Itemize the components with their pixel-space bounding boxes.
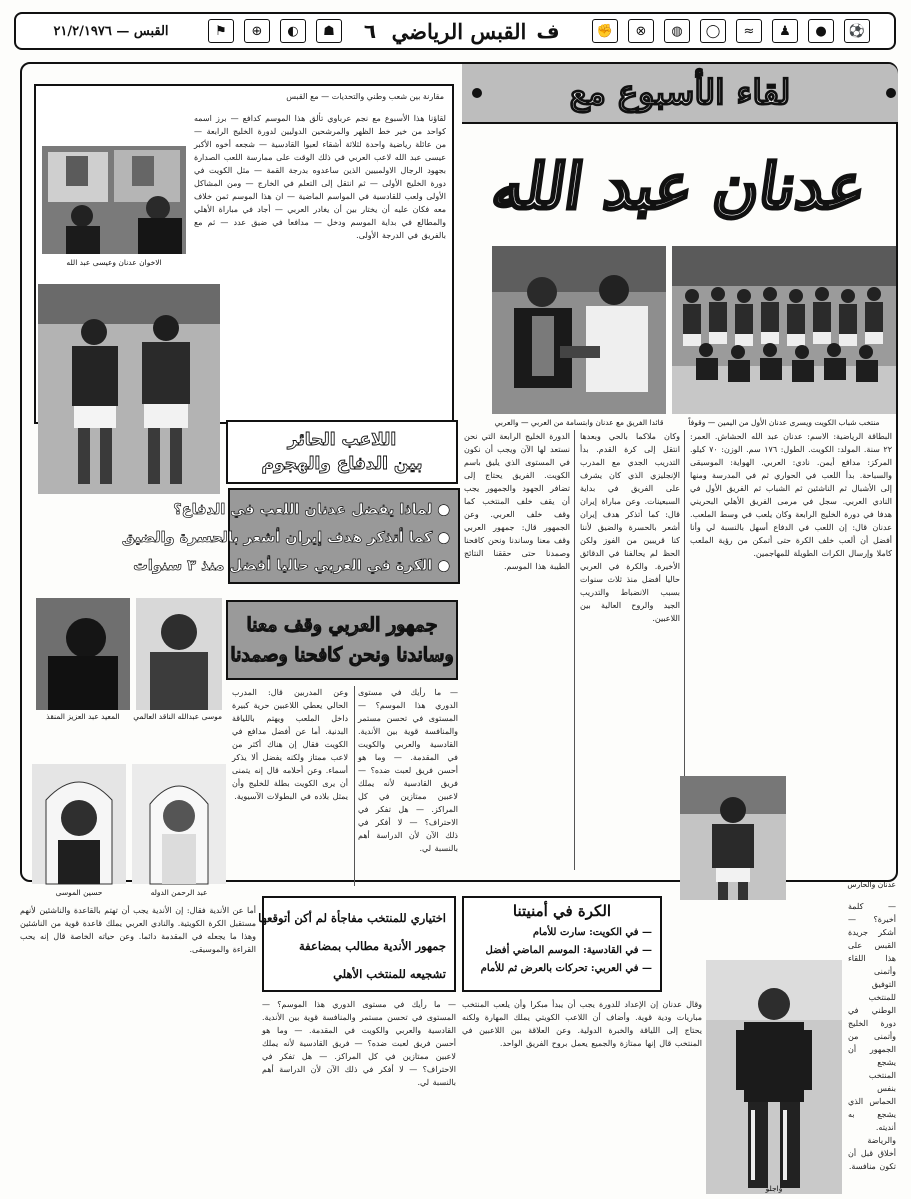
intro-caption: مقارنة بين شعب وطني والتحديات — مع القبس [286, 92, 444, 101]
flag-icon: ⚑ [208, 19, 234, 43]
position-line-1: اللاعب الحائر [287, 430, 397, 450]
photo-handshake-image [492, 246, 666, 414]
selection-box [258, 896, 456, 992]
player-name: عدنان عبد الله [487, 149, 871, 223]
football-icon: ⚽ [844, 19, 870, 43]
running-icon: ♟ [772, 19, 798, 43]
fans-quote-box [226, 600, 458, 680]
weights-icon: ⊕ [244, 19, 270, 43]
photo-musa [136, 598, 222, 710]
sport-icons-left [196, 19, 356, 43]
caption-munqith: المعيد عبد العزيز المنقذ [46, 712, 120, 721]
runner-icon: ☗ [316, 19, 342, 43]
question-2: ● كما أتذكر هدف إيران أشعر بالحسرة والضيق [121, 530, 450, 546]
photo-dawla [132, 764, 226, 884]
photo-dawla-image [132, 764, 226, 884]
photo-goalkeeper-image [706, 960, 842, 1194]
basketball-icon: ● [808, 19, 834, 43]
feature-title-banner [462, 64, 898, 124]
photo-players-image [38, 284, 220, 494]
photo-coach [680, 776, 786, 900]
photo-munqith [36, 598, 130, 710]
banner-dot-left [472, 88, 482, 98]
photo-musa-image [136, 598, 222, 710]
caption-team: منتخب شباب الكويت ويسرى عدنان الأول من اليمين — وقوفاً [688, 418, 880, 427]
article-column-5: — ما رأيك في مستوى الدوري هذا الموسم؟ — المستوى في تحسن مستمر والمنافسة قوية بين الأندية. القادسية والعربي والكويت في المقدمة. — وما هو أحسن فريق لعبت ضده؟ — فريق القادسية لأنه يملك لاعبين ممتازين في كل المراكز. — هل تفكر في الاحتراف؟ — لا أفكر في ذلك الآن لأن الدراسة أهم بالنسبة لي. [358, 688, 458, 853]
quote-line-2: وساندنا ونحن كافحنا وصمدنا [230, 644, 454, 666]
article-column-9: — ما رأيك في مستوى الدوري هذا الموسم؟ — المستوى في تحسن مستمر والمنافسة قوية بين الأندية. القادسية والعربي والكويت في المقدمة. — وما هو أحسن فريق لعبت ضده؟ — فريق القادسية لأنه يملك لاعبين ممتازين في كل المراكز. — هل تفكر في الاحتراف؟ — لا أفكر في ذلك الآن لأن الدراسة أهم بالنسبة لي. [262, 1000, 456, 1087]
column-rule [574, 430, 575, 870]
ball-wish-line-1: — في الكويت: سارت للأمام [532, 927, 652, 938]
photo-mousa [32, 764, 126, 884]
ball-wish-line-3: — في العربي: تحركات بالعرض ثم للأمام [480, 963, 652, 974]
caption-musa: موسى عبدالله الناقد العالمي [133, 712, 222, 721]
photo-mousa-image [32, 764, 126, 884]
cycling-icon: ⊗ [628, 19, 654, 43]
photo-players [38, 284, 220, 494]
ball-icon: ◐ [280, 19, 306, 43]
column-rule [354, 686, 355, 886]
ball-wish-box [462, 896, 662, 992]
article-column-3: الدورة الخليج الرابعة التي نحن نستعد لها الآن ويجب أن نكون في المستوى الذي يليق باسم الكويت. الفريق يحتاج إلى تضافر الجهود والجمهور يجب أن يقف خلف المنتخب كما وقف خلف العربي. وعن الجمهور قال: جمهور العربي وقف معنا وساندنا ونحن كافحنا وصمدنا حتى حققنا النتائج الطيبة هذا الموسم. [464, 432, 570, 571]
photo-team-image [672, 246, 896, 414]
selection-line-2: جمهور الأندية مطالب بمضاعفة [299, 939, 446, 953]
swimming-icon: ≈ [736, 19, 762, 43]
article-column-4: وعن المدربين قال: المدرب الحالي يعطي اللاعبين حرية كبيرة داخل الملعب ويهتم باللياقة البدنية. أما عن أفضل مدافع في الكويت فقال إن هناك أكثر من لاعب ممتاز ولكنه يفضل ألا يذكر أسماء. وعن أحلامه قال إنه يتمنى أن يرى الكويت بطلة للخليج وأن يمثل بلاده في البطولات الآسيوية. [232, 688, 348, 801]
selection-line-1: اختياري للمنتخب مفاجأة لم أكن أتوقعها [258, 911, 446, 925]
question-3: ● الكرة في العربي حاليا أفضل منذ ٣ سنوات [133, 558, 450, 574]
question-1: ● لماذا يفضل عدنان اللعب في الدفاع؟ [173, 502, 450, 518]
intro-text: لقاؤنا هذا الأسبوع مع نجم عرباوي تألق هذا الموسم كدافع — برز اسمه كواحد من خير خط الظهر والمرشحين الدوليين لدورة الخليج الرابعة — من عائلة رياضية واحدة لثلاثة أشقاء لعبوا القادسية — شجعه أخوه الأكبر عيسى عبد الله لاعب العربي في ذلك الوقت على ممارسة اللعب الصدارة بجهود الرجال الاولمبيين الذين ساعدوه بدرجة القمة — مثل الكويت في دورة الخليج الأولى — ثم انتقل إلى التعلم في الخارج — ومن المشاكل الأولى ولعب للقادسية في المواسم الماضية — ان هذا الموسم ثمن خلاف معه فكان عليه أن يختار بين أن يغادر العربي — أجاد في مباراة الأهلي والمطالع في بداية الموسم ودخل — مدافعا في ضيق عدد — ثم مع بالفريق في الدرجة الأولى. [194, 114, 446, 240]
photo-munqith-image [36, 598, 130, 710]
selection-line-3: تشجيعه للمنتخب الأهلي [333, 967, 446, 981]
photo-coach-image [680, 776, 786, 900]
boxing-icon: ✊ [592, 19, 618, 43]
section-title: القبس الرياضي [391, 18, 527, 44]
article-column-7: وقال عدنان إن الإعداد للدورة يجب أن يبدأ مبكرا وأن يلعب المنتخب مباريات ودية قوية. وأضاف أن اللاعب الكويتي يملك المهارة ولكنه يحتاج إلى اللياقة والخبرة الدولية. وعن العلاقة بين اللاعبين في المنتخب قال إنها ممتازة والجميع يعمل بروح الفريق الواحد. [462, 1000, 702, 1048]
ball-wish-heading: الكرة في أمنيتنا [512, 902, 612, 920]
caption-dawla: عبد الرحمن الدوله [150, 888, 208, 897]
photo-team [672, 246, 896, 414]
photo-handshake [492, 246, 666, 414]
quote-line-1: جمهور العربي وقف معنا [246, 614, 438, 636]
caption-mousa: حسين الموسى [55, 888, 103, 897]
caption-goalkeeper: واجلو [765, 1184, 783, 1193]
photo-colleagues [42, 146, 186, 254]
ball-wish-line-2: — في القادسية: الموسم الماضي أفضل [485, 945, 652, 956]
banner-dot-right [886, 88, 896, 98]
article-column-2: وكان ملاكما بالحي وبعدها انتقل إلى كرة القدم. بدأ التدريب الجدي مع المدرب الإنجليزي الذي كان يشرف على الفريق في بداية السبعينات. وعن مباراة إيران قال: كما أتذكر هدف إيران أشعر بالحسرة والضيق لأننا كنا قريبين من الفوز ولكن الحظ لم يحالفنا في الدقائق الأخيرة. والكرة في العربي حاليا أفضل منذ ثلاث سنوات بسبب الانضباط والتدريب الجيد والروح العالية بين اللاعبين. [580, 432, 680, 623]
question-highlights [121, 488, 460, 584]
logo-mark: ف [536, 19, 560, 43]
article-column-8: أما عن الأندية فقال: إن الأندية يجب أن تهتم بالقاعدة والناشئين لأنهم مستقبل الكرة الكويتية. والنادي العربي يملك قاعدة قوية من الناشئين وهذا ما يجعله في المقدمة دائما. وعن حياته الخاصة قال إنه يحب القراءة والموسيقى. [20, 906, 256, 954]
issue-date: القبس — ٢١/٢/١٩٧٦ [53, 23, 169, 39]
caption-handshake: قائدا الفريق مع عدنان وابتسامة من العربي — والعربي [494, 418, 664, 427]
position-line-2: بين الدفاع والهجوم [261, 454, 423, 474]
caption-coach: عدنان والحارس [847, 880, 896, 889]
column-rule [684, 430, 685, 776]
position-banner [226, 420, 458, 484]
article-column-6: — كلمة أخيرة؟ — أشكر جريدة القبس على هذا اللقاء وأتمنى التوفيق للمنتخب الوطني في دورة الخليج وأتمنى من الجمهور أن يشجع المنتخب بنفس الحماس الذي يشجع به أنديته. والرياضة أخلاق قبل أن تكون منافسة. [848, 902, 896, 1171]
masthead [14, 12, 896, 50]
page-number: ٦ [363, 19, 377, 43]
feature-title: لقاء الأسبوع مع [569, 73, 791, 113]
photo-goalkeeper [706, 960, 842, 1194]
photo-colleagues-image [42, 146, 186, 254]
sport-icons [562, 19, 884, 43]
volleyball-icon: ◍ [664, 19, 690, 43]
player-name-heading [468, 136, 890, 236]
article-column-1: البطاقة الرياضية: الاسم: عدنان عبد الله الحشاش. العمر: ٢٢ سنة. المولد: الكويت. الطول: ١٧٦ سم. الوزن: ٧٠ كيلو. المركز: مدافع أيمن. نادي: العربي. الهواية: الموسيقى والسباحة. بدأ اللعب في الحواري ثم في المدرسة ومنها إلى الأشبال ثم الناشئين ثم الشباب ثم الفريق الأول في النادي العربي. سجل في مرمى الفريق الأهلي البحريني هدفا في دورة الخليج الرابعة وكان يلعب في وسط الملعب. عدنان قال: إن اللعب في الدفاع أسهل بالنسبة لي وأنا أفضل أن ألعب خلف الكرة حتى أتمكن من رؤية الملعب كاملا وإرسال الكرات الطويلة للمهاجمين. [690, 432, 892, 558]
caption-colleagues: الاخوان عدنان وعيسى عبد الله [66, 258, 162, 267]
tennis-icon: ◯ [700, 19, 726, 43]
